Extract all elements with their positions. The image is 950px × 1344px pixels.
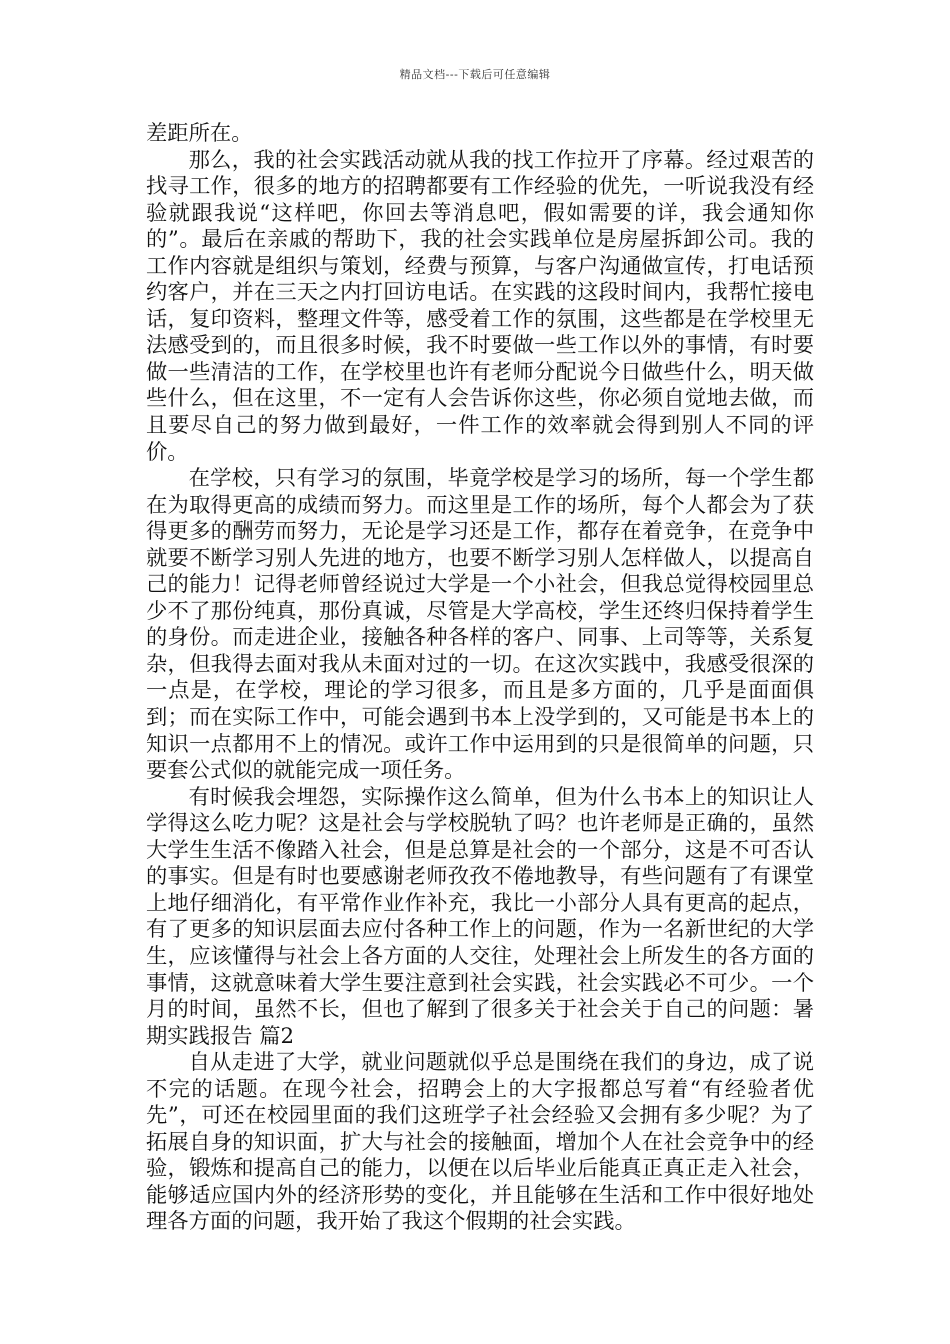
document-body [146, 121, 814, 1236]
paragraph: 有时候我会埋怨，实际操作这么简单，但为什么书本上的知识让人学得这么吃力呢？这是社会与学校脱轨了吗？也许老师是正确的，虽然大学生生活不像踏入社会，但是总算是社会的一个部分，这是不可否认的事实。但是有时也要感谢老师孜孜不倦地教导，有些问题有了有课堂上地仔细消化，有平常作业作补充，我比一小部分人具有更高的起点，有了更多的知识层面去应付各种工作上的问题，作为一名新世纪的大学生，应该懂得与社会上各方面的人交往，处理社会上所发生的各方面的事情，这就意味着大学生要注意到社会实践，社会实践必不可少。一个月的时间，虽然不长，但也了解到了很多关于社会关于自己的问题：暑期实践报告 篇2 [146, 784, 814, 1049]
page-header: 精品文档---下载后可任意编辑 [399, 68, 551, 81]
paragraph: 自从走进了大学，就业问题就似乎总是围绕在我们的身边，成了说不完的话题。在现今社会，招聘会上的大字报都总写着“有经验者优先”，可还在校园里面的我们这班学子社会经验又会拥有多少呢？为了拓展自身的知识面，扩大与社会的接触面，增加个人在社会竞争中的经验，锻炼和提高自己的能力，以便在以后毕业后能真正真正走入社会，能够适应国内外的经济形势的变化，并且能够在生活和工作中很好地处理各方面的问题，我开始了我这个假期的社会实践。 [146, 1050, 814, 1235]
paragraph: 那么，我的社会实践活动就从我的找工作拉开了序幕。经过艰苦的找寻工作，很多的地方的招聘都要有工作经验的优先，一听说我没有经验就跟我说“这样吧，你回去等消息吧，假如需要的详，我会通知你的”。最后在亲戚的帮助下，我的社会实践单位是房屋拆卸公司。我的工作内容就是组织与策划，经费与预算，与客户沟通做宣传，打电话预约客户，并在三天之内打回访电话。在实践的这段时间内，我帮忙接电话，复印资料，整理文件等，感受着工作的氛围，这些都是在学校里无法感受到的，而且很多时候，我不时要做一些工作以外的事情，有时要做一些清洁的工作，在学校里也许有老师分配说今日做些什么，明天做些什么，但在这里，不一定有人会告诉你这些，你必须自觉地去做，而且要尽自己的努力做到最好，一件工作的效率就会得到别人不同的评价。 [146, 147, 814, 465]
paragraph-continuation: 差距所在。 [146, 121, 253, 146]
paragraph: 在学校，只有学习的氛围，毕竟学校是学习的场所，每一个学生都在为取得更高的成绩而努力。而这里是工作的场所，每个人都会为了获得更多的酬劳而努力，无论是学习还是工作，都存在着竞争，在竞争中就要不断学习别人先进的地方，也要不断学习别人怎样做人，以提高自己的能力！记得老师曾经说过大学是一个小社会，但我总觉得校园里总少不了那份纯真，那份真诚，尽管是大学高校，学生还终归保持着学生的身份。而走进企业，接触各种各样的客户、同事、上司等等，关系复杂，但我得去面对我从未面对过的一切。在这次实践中，我感受很深的一点是，在学校，理论的学习很多，而且是多方面的，几乎是面面俱到；而在实际工作中，可能会遇到书本上没学到的，又可能是书本上的知识一点都用不上的情况。或许工作中运用到的只是很简单的问题，只要套公式似的就能完成一项任务。 [146, 466, 814, 784]
